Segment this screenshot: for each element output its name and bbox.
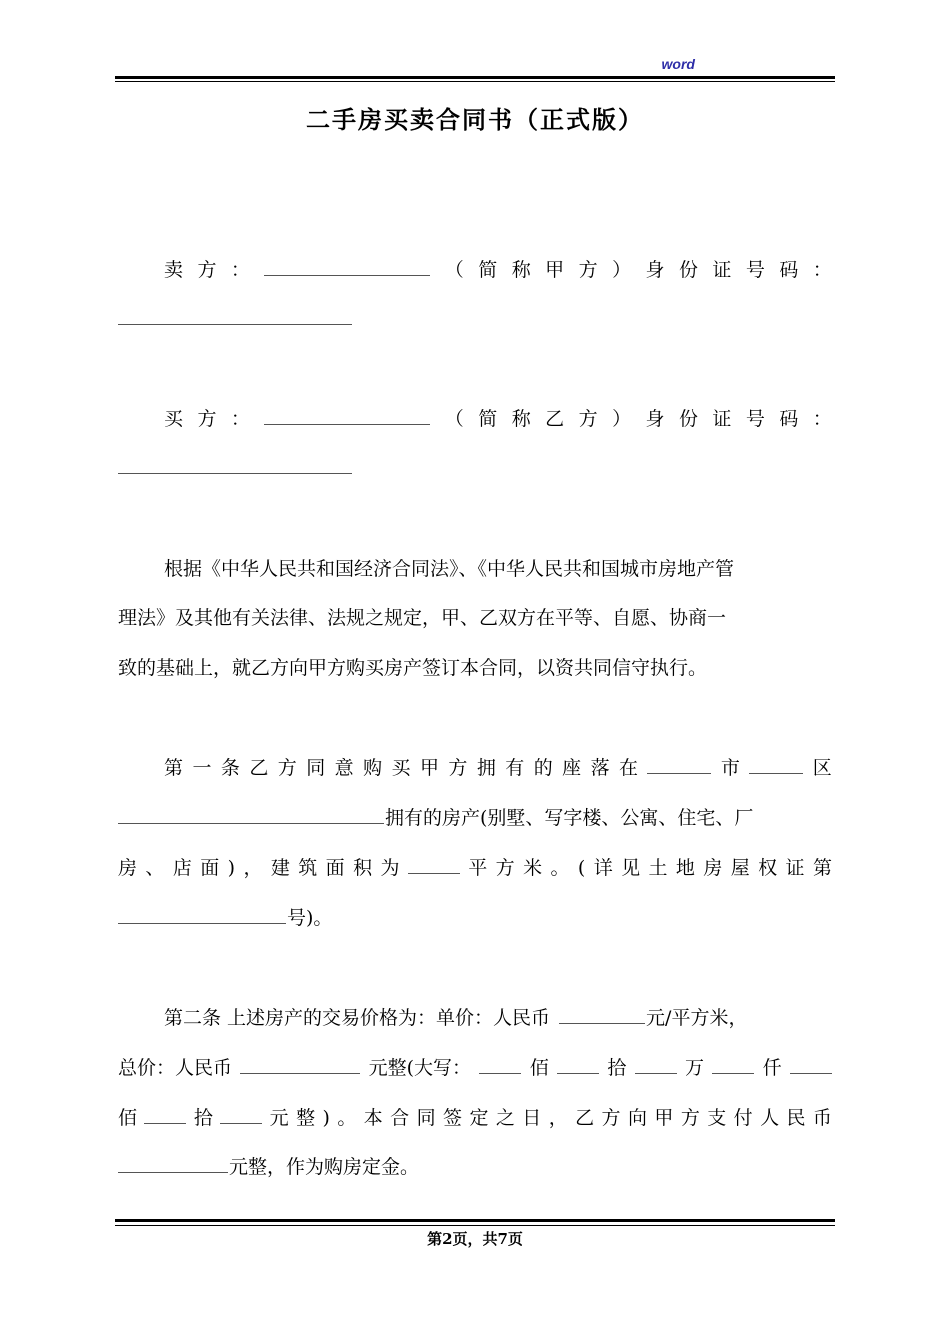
header-rule-thin — [115, 81, 835, 82]
seller-char: 身 — [645, 259, 665, 281]
seller-char: 称 — [511, 259, 531, 281]
intro-text: 致的基础上，就乙方向甲方购买房产签订本合同，以资共同信守执行。 — [118, 657, 708, 679]
article1-char: ( — [577, 857, 586, 879]
header-brand: word — [661, 56, 695, 72]
article1-char: 乙 — [249, 757, 269, 779]
article1-char: 平 — [468, 857, 488, 879]
hundred-million-blank[interactable] — [479, 1055, 521, 1074]
article1-line-3 — [118, 854, 832, 882]
certificate-number-blank[interactable] — [118, 905, 286, 924]
buyer-id-line — [118, 455, 832, 474]
intro-line-1 — [164, 555, 832, 583]
article1-char: 条 — [220, 757, 240, 779]
seller-char: 方 — [197, 259, 217, 281]
article1-char: 房 — [118, 857, 138, 879]
article2-char: 付 — [733, 1107, 753, 1129]
article1-char: 购 — [363, 757, 383, 779]
buyer-char: ） — [612, 408, 632, 430]
article2-char: 之 — [495, 1107, 515, 1129]
article1-char: 权 — [758, 857, 778, 879]
ones-blank[interactable] — [220, 1105, 262, 1124]
buyer-char: 码 — [779, 408, 799, 430]
article1-char: 建 — [270, 857, 290, 879]
district-blank[interactable] — [749, 755, 803, 774]
intro-line-2 — [118, 604, 832, 632]
article1-char: ) — [227, 857, 236, 879]
article1-char: 买 — [391, 757, 411, 779]
buyer-char: 方 — [197, 408, 217, 430]
article1-char: 意 — [334, 757, 354, 779]
article2-text: 元整，作为购房定金。 — [229, 1156, 420, 1178]
buyer-char: 证 — [712, 408, 732, 430]
buyer-char: ： — [812, 408, 832, 430]
article2-char: 币 — [812, 1107, 832, 1129]
buyer-char: ： — [230, 408, 250, 430]
article2-line-4 — [118, 1153, 832, 1181]
article2-char: 民 — [786, 1107, 806, 1129]
article2-char: 方 — [601, 1107, 621, 1129]
footer-rule-thin — [115, 1225, 835, 1226]
article1-char: 第 — [164, 757, 184, 779]
article2-char: 日 — [522, 1107, 542, 1129]
area-blank[interactable] — [408, 855, 460, 874]
seller-char: ： — [812, 259, 832, 281]
article1-text: 拥有的房产(别墅、写字楼、公寓、住宅、厂 — [385, 807, 754, 829]
article2-char: 支 — [707, 1107, 727, 1129]
article1-char: 为 — [380, 857, 400, 879]
article2-text: 元/平方米， — [646, 1007, 748, 1029]
article2-text: 万 — [684, 1057, 704, 1079]
seller-char: 卖 — [164, 259, 184, 281]
buyer-char: 号 — [745, 408, 765, 430]
buyer-char: 乙 — [545, 408, 565, 430]
article1-char: 面 — [325, 857, 345, 879]
article1-line-4 — [118, 904, 832, 932]
article2-char: 合 — [390, 1107, 410, 1129]
article1-line-1 — [164, 754, 832, 782]
document-title: 二手房买卖合同书（正式版） — [306, 105, 644, 134]
article1-char: 甲 — [419, 757, 439, 779]
article1-char: 土 — [648, 857, 668, 879]
unit-price-blank[interactable] — [559, 1005, 645, 1024]
seller-char: 码 — [779, 259, 799, 281]
article1-char: 筑 — [298, 857, 318, 879]
article2-char: 甲 — [654, 1107, 674, 1129]
seller-char: 甲 — [545, 259, 565, 281]
total-price-blank[interactable] — [240, 1055, 360, 1074]
article2-char: 定 — [469, 1107, 489, 1129]
article1-char: ， — [243, 857, 263, 879]
seller-char: 号 — [745, 259, 765, 281]
buyer-char: 简 — [478, 408, 498, 430]
article2-char: 同 — [416, 1107, 436, 1129]
article1-char: 屋 — [730, 857, 750, 879]
page-number: 第2页，共7页 — [427, 1230, 523, 1248]
buyer-char: 身 — [645, 408, 665, 430]
article1-char: 面 — [200, 857, 220, 879]
intro-text: 理法》及其他有关法律、法规之规定，甲、乙双方在平等、自愿、协商一 — [118, 607, 727, 629]
article1-char: 拥 — [476, 757, 496, 779]
article2-char: 本 — [363, 1107, 383, 1129]
article1-char: 方 — [495, 857, 515, 879]
tens-blank[interactable] — [144, 1105, 186, 1124]
article2-text: 仟 — [762, 1057, 782, 1079]
article2-char: ， — [548, 1107, 568, 1129]
article2-char: ) — [322, 1107, 330, 1129]
article2-char: 乙 — [575, 1107, 595, 1129]
article2-line-1 — [164, 1004, 832, 1032]
seller-name-blank[interactable] — [264, 257, 430, 276]
buyer-char: 称 — [511, 408, 531, 430]
buyer-line — [164, 405, 832, 433]
seller-id-blank[interactable] — [118, 306, 352, 325]
thousand-blank[interactable] — [712, 1055, 754, 1074]
article2-char: 向 — [627, 1107, 647, 1129]
article1-char: 有 — [505, 757, 525, 779]
seller-line — [164, 256, 832, 284]
article2-text: 总价：人民币 — [118, 1057, 233, 1079]
article2-char: 整 — [296, 1107, 316, 1129]
article1-char: 座 — [562, 757, 582, 779]
article1-char: 详 — [593, 857, 613, 879]
seller-char: 简 — [478, 259, 498, 281]
seller-id-line — [118, 306, 832, 325]
article2-text: 拾 — [193, 1107, 213, 1129]
article2-text: 佰 — [529, 1057, 549, 1079]
article1-char: 积 — [353, 857, 373, 879]
buyer-id-blank[interactable] — [118, 455, 352, 474]
buyer-char: 方 — [578, 408, 598, 430]
seller-char: ） — [612, 259, 632, 281]
article1-char: 一 — [192, 757, 212, 779]
article1-text: 号)。 — [287, 907, 333, 929]
article2-text: 佰 — [118, 1107, 138, 1129]
article1-char: 、 — [145, 857, 165, 879]
article2-char: 方 — [680, 1107, 700, 1129]
intro-text: 根据《中华人民共和国经济合同法》、《中华人民共和国城市房地产管 — [164, 558, 735, 580]
article1-char: 方 — [448, 757, 468, 779]
district-label: 区 — [812, 757, 832, 779]
article2-char: 。 — [337, 1107, 357, 1129]
article2-text: 元整(大写： — [368, 1057, 472, 1079]
article2-line-2 — [118, 1054, 832, 1082]
article1-char: 见 — [621, 857, 641, 879]
seller-char: （ — [444, 259, 464, 281]
hundred-blank[interactable] — [790, 1055, 832, 1074]
seller-char: 份 — [678, 259, 698, 281]
article1-char: 店 — [172, 857, 192, 879]
intro-line-3 — [118, 654, 832, 682]
buyer-char: 买 — [164, 408, 184, 430]
article1-char: 同 — [306, 757, 326, 779]
article1-char: 。 — [550, 857, 570, 879]
article1-line-2 — [118, 804, 832, 832]
buyer-char: （ — [444, 408, 464, 430]
footer-rule-thick — [115, 1219, 835, 1222]
city-label: 市 — [720, 757, 740, 779]
article1-char: 地 — [675, 857, 695, 879]
article1-char: 证 — [785, 857, 805, 879]
article1-char: 第 — [812, 857, 832, 879]
address-blank[interactable] — [118, 805, 384, 824]
article1-char: 房 — [703, 857, 723, 879]
ten-million-blank[interactable] — [557, 1055, 599, 1074]
seller-char: ： — [230, 259, 250, 281]
deposit-blank[interactable] — [118, 1154, 228, 1173]
article2-line-3 — [118, 1104, 832, 1132]
article1-char: 在 — [619, 757, 639, 779]
article1-char: 方 — [277, 757, 297, 779]
article1-char: 米 — [523, 857, 543, 879]
article1-char: 的 — [533, 757, 553, 779]
header-rule-thick — [115, 76, 835, 79]
article2-text: 拾 — [607, 1057, 627, 1079]
buyer-char: 份 — [678, 408, 698, 430]
article1-char: 落 — [590, 757, 610, 779]
article2-text: 第二条 上述房产的交易价格为：单价：人民币 — [164, 1007, 551, 1029]
buyer-name-blank[interactable] — [264, 406, 430, 425]
article2-char: 签 — [443, 1107, 463, 1129]
million-blank[interactable] — [635, 1055, 677, 1074]
city-blank[interactable] — [647, 755, 711, 774]
seller-char: 方 — [578, 259, 598, 281]
article2-char: 人 — [760, 1107, 780, 1129]
seller-char: 证 — [712, 259, 732, 281]
article2-char: 元 — [269, 1107, 289, 1129]
